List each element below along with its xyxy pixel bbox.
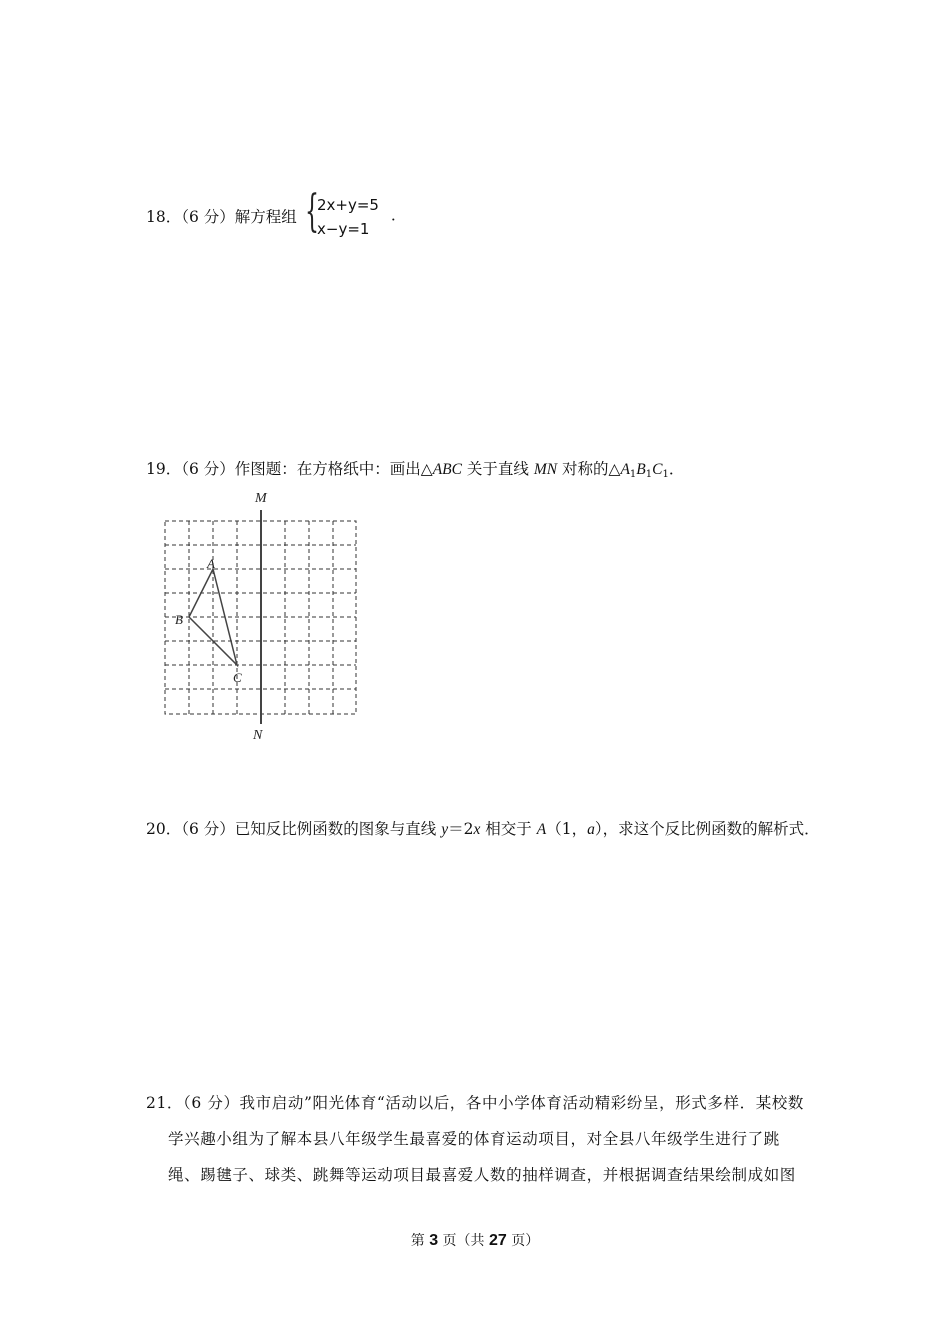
paragraph-line: 21．（6 分）我市启动”阳光体育“活动以后，各中小学体育活动精彩纷呈，形式多样．某校数 — [146, 1094, 805, 1112]
sentence-end: ． — [391, 206, 407, 224]
footer-prefix: 第 — [410, 1233, 430, 1249]
equation-system — [305, 186, 407, 242]
subscript: 1 — [629, 469, 637, 480]
equals-two: ＝2 — [448, 820, 474, 838]
question-number: 20． — [146, 820, 182, 838]
var-y: y — [441, 821, 449, 838]
total-pages: 27 — [489, 1232, 507, 1249]
label-n: N — [253, 728, 263, 743]
page-number: 3 — [429, 1232, 439, 1249]
equation-1: 2x+y=5 — [317, 196, 379, 214]
question-points: （6 分） — [181, 820, 235, 838]
grid-figure — [160, 488, 370, 748]
subscript: 1 — [645, 469, 653, 480]
question-text: 作图题：在方格纸中：画出△ — [234, 460, 433, 478]
question-points: （6 分） — [181, 208, 235, 226]
question-number: 19． — [146, 460, 182, 478]
sentence-end: ． — [668, 460, 685, 478]
footer-middle: 页（共 — [438, 1233, 489, 1249]
question-20 — [146, 822, 820, 838]
label-c: C — [233, 670, 242, 685]
coordinate-close: ） — [594, 820, 603, 838]
question-text: 对称的△ — [557, 460, 621, 478]
label-m: M — [255, 491, 267, 506]
question-18 — [146, 210, 297, 226]
left-brace: { — [305, 186, 319, 237]
var-x: x — [473, 821, 481, 838]
equation-2: x−y=1 — [317, 220, 370, 238]
question-text: ，求这个反比例函数的解析式． — [602, 820, 820, 838]
page-footer — [0, 1230, 950, 1250]
line-mn: MN — [533, 461, 558, 478]
triangle-abc: ABC — [432, 461, 462, 478]
question-points: （6 分） — [181, 460, 235, 478]
question-19 — [146, 462, 684, 478]
question-text: 相交于 — [480, 820, 537, 838]
vertex-b1: B — [636, 461, 646, 478]
subscript: 1 — [662, 469, 669, 480]
point-a: A — [536, 821, 547, 838]
footer-suffix: 页） — [506, 1233, 540, 1249]
question-number: 18． — [146, 208, 182, 226]
label-b: B — [175, 612, 183, 627]
var-a: a — [587, 821, 595, 838]
paragraph-line: 学兴趣小组为了解本县八年级学生最喜爱的体育运动项目，对全县八年级学生进行了跳 — [168, 1130, 780, 1148]
vertex-a1: A — [620, 461, 630, 478]
question-21 — [146, 1096, 818, 1204]
paragraph-line: 绳、踢毽子、球类、跳舞等运动项目最喜爱人数的抽样调查，并根据调查结果绘制成如图 — [168, 1166, 796, 1184]
coordinate-open: （1， — [546, 820, 588, 838]
question-text: 关于直线 — [461, 460, 534, 478]
question-text: 已知反比例函数的图象与直线 — [234, 820, 442, 838]
question-prompt: 解方程组 — [234, 208, 297, 226]
label-a: A — [207, 556, 215, 571]
vertex-c1: C — [652, 461, 663, 478]
